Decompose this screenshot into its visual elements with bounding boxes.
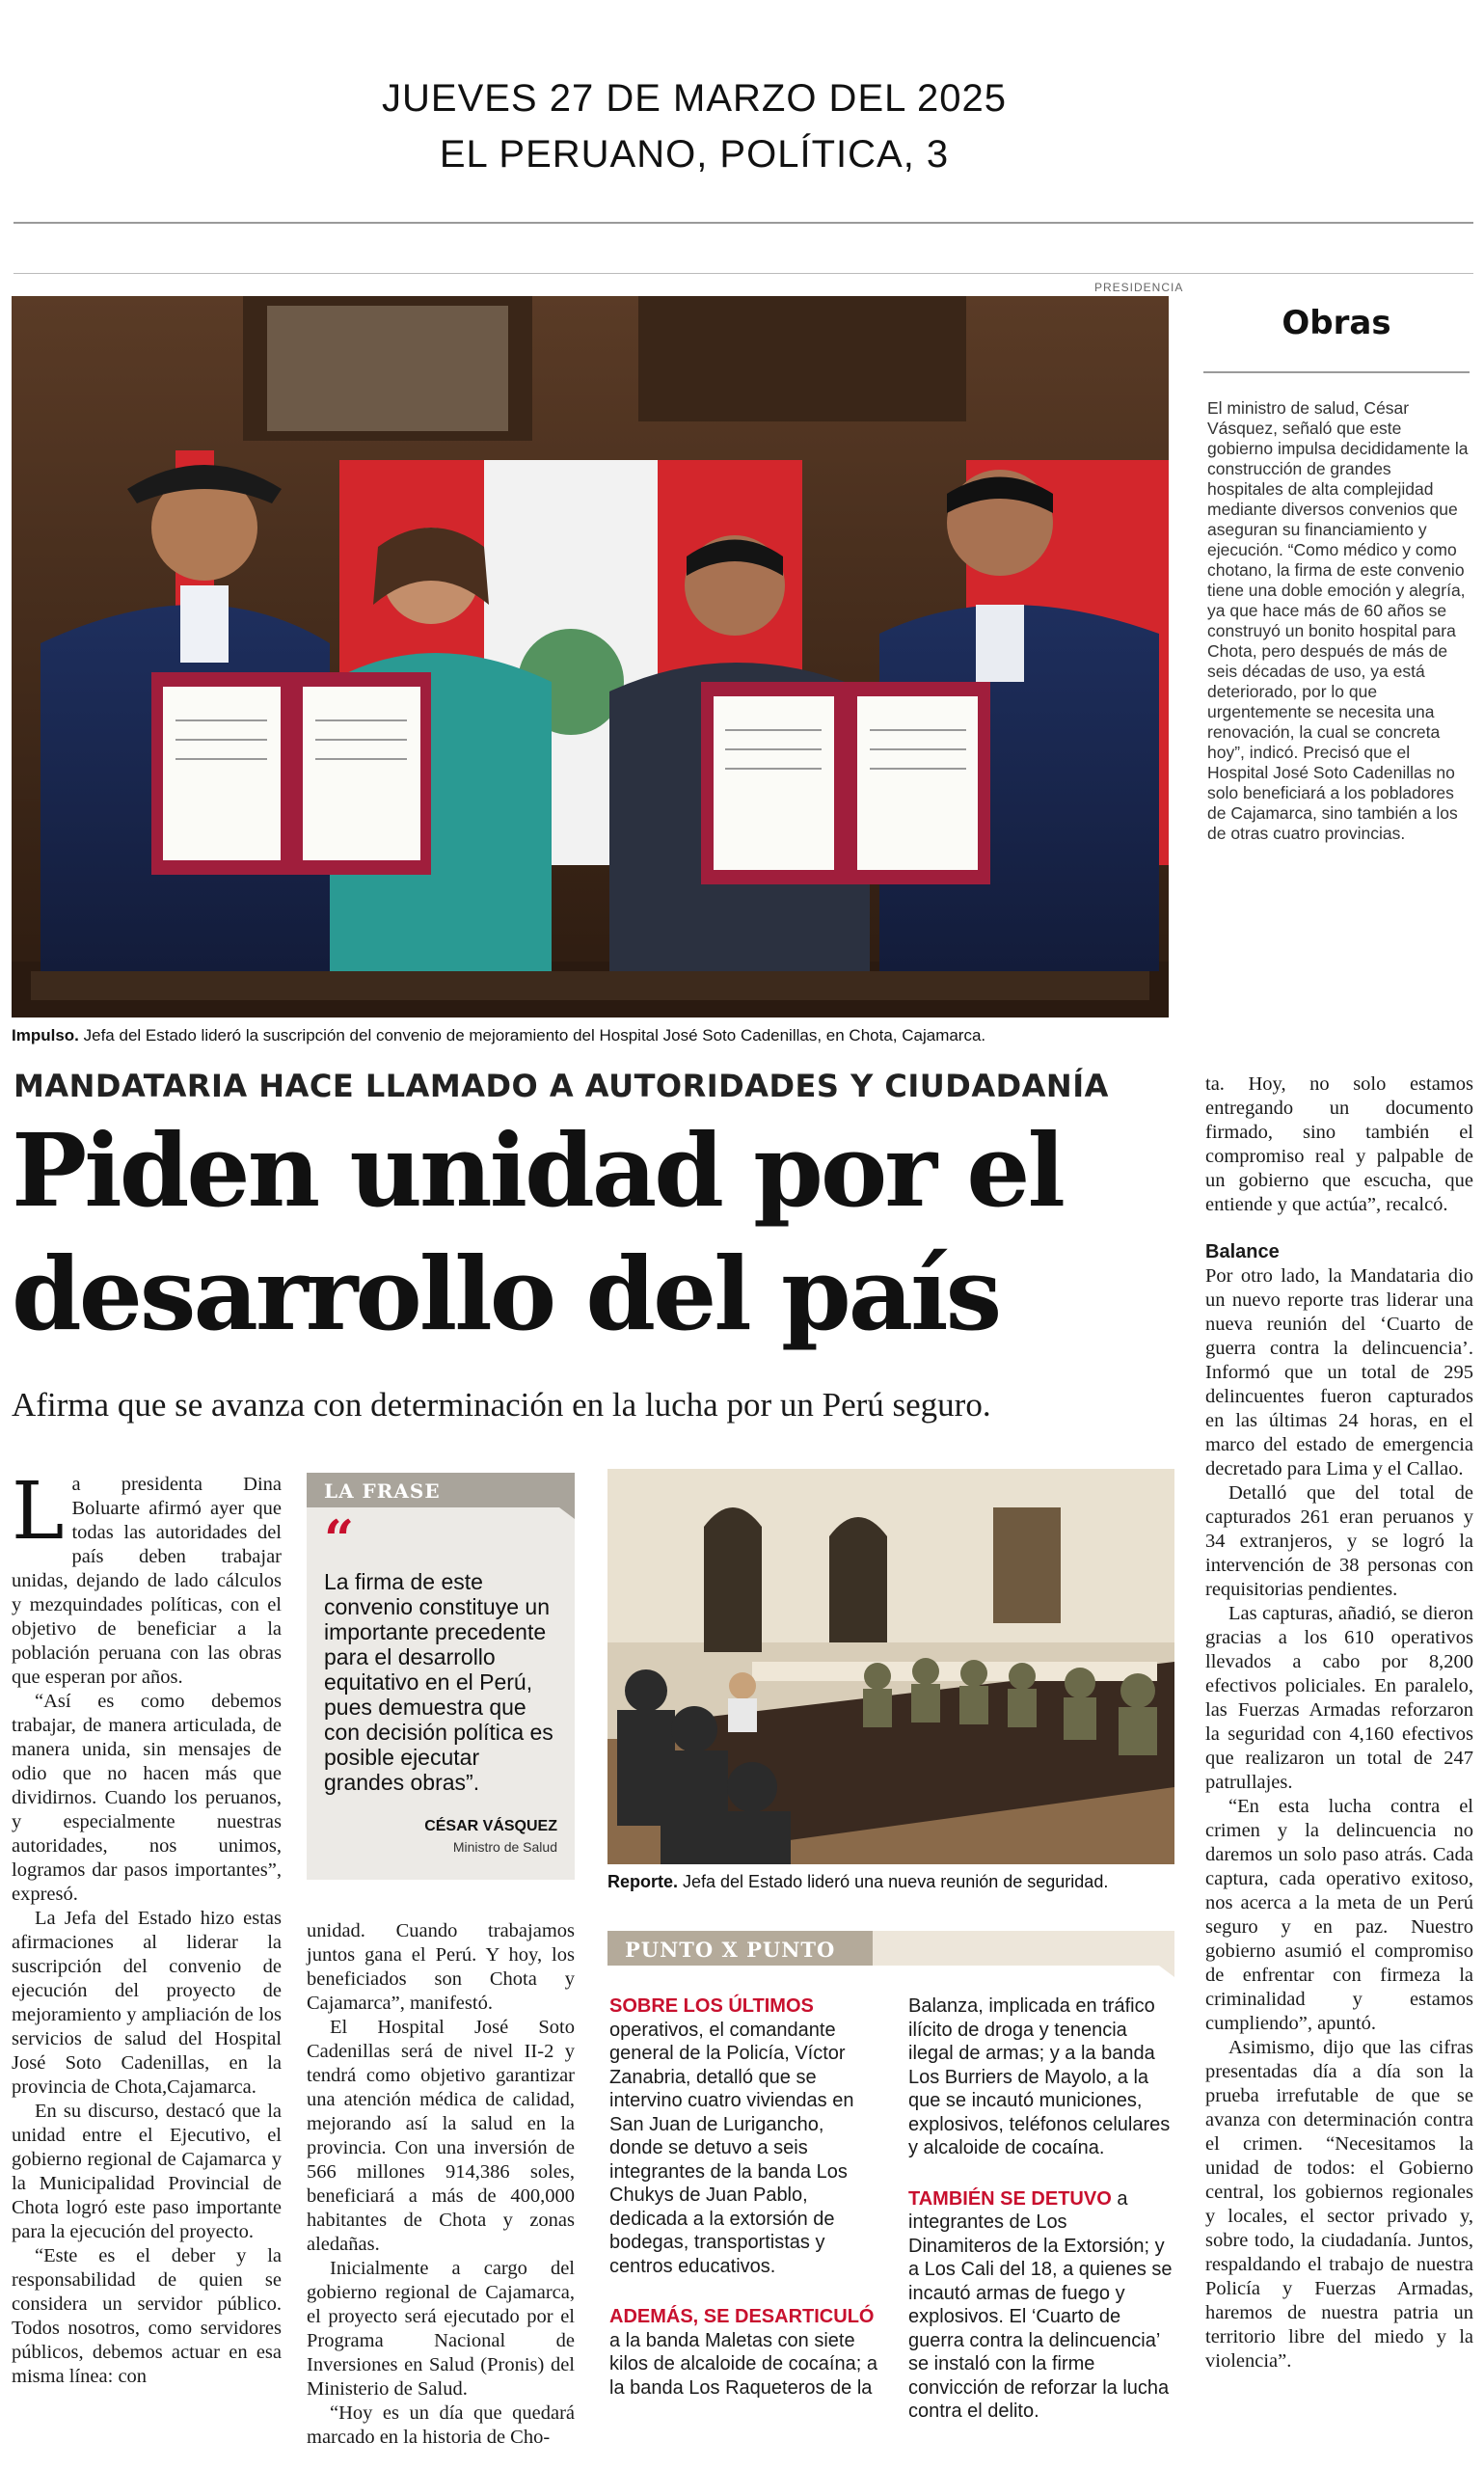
- quote-box-label: LA FRASE: [324, 1479, 441, 1503]
- col2-paragraph: Inicialmente a cargo del gobierno regional de Cajamarca, el proyecto será ejecutado por el Programa Nacional de Inversiones en Salud (Pronis) del Ministerio de Salud.: [307, 2258, 575, 2400]
- main-photo-caption: [12, 1026, 1178, 1045]
- article-column-1: [12, 1466, 282, 2389]
- headline-line-2: desarrollo del país: [12, 1234, 1000, 1353]
- col-right-paragraph: “En esta lucha contra el crimen y la delincuencia no daremos un solo paso atrás. Cada captura, cada operativo exitoso, nos acerca a la meta de un Perú seguro y en paz. Nuestro gobierno asumió el compromiso de enfrentar con firmeza la criminalidad y estamos cumpliendo”, apuntó.: [1205, 1796, 1473, 2034]
- punto-item-1-text: operativos, el comandante general de la Policía, Víctor Zanabria, detalló que se intervino cuatro viviendas en San Juan de Lurigancho, donde se detuvo a seis integrantes de la banda Los Chukys de Juan Pablo, dedicada a la extorsión de bodegas, transportistas y centros educativos.: [609, 2019, 854, 2277]
- sidebar-text: El ministro de salud, César Vásquez, señaló que este gobierno impulsa decididamente la construcción de grandes hospitales de alta complejidad mediante diversos convenios que aseguran su financiamiento y ejecución. “Como médico y como chotano, la firma de este convenio tiene una doble emoción y alegría, ya que hace más de 60 años se construyó un bonito hospital para Chota, pero después de más de seis décadas de uso, ya está deteriorado, por lo que urgentemente se necesita una renovación, la cual se concreta hoy”, indicó. Precisó que el Hospital José Soto Cadenillas no solo beneficiará a los pobladores de Cajamarca, sino también a los de otras cuatro provincias.: [1207, 398, 1469, 843]
- caption-label: Impulso.: [12, 1026, 79, 1045]
- punto-item-2-title: ADEMÁS, SE DESARTICULÓ: [609, 2306, 875, 2327]
- quote-author: CÉSAR VÁSQUEZ: [424, 1818, 557, 1834]
- col-right-paragraph: Las capturas, añadió, se dieron gracias a los 610 operativos llevados a cabo por 8,200 efectivos policiales. En paralelo, las Fuerzas Armadas reforzaron la seguridad con 4,160 efectivos que realizaron un total de 247 patrullajes.: [1205, 1603, 1473, 1793]
- punto-item-2-text: a la banda Maletas con siete kilos de alcaloide de cocaína; a la banda Los Raqueteros de la: [609, 2329, 877, 2399]
- punto-label: PUNTO X PUNTO: [625, 1938, 836, 1962]
- col1-paragraph: “Este es el deber y la responsabilidad de quien se considera un servidor público. Todos nosotros, como servidores públicos, debemos actuar en esa misma línea: con: [12, 2245, 282, 2387]
- col1-paragraph: En su discurso, destacó que la unidad entre el Ejecutivo, el gobierno regional de Cajamarca y la Municipalidad Provincial de Chota logró este paso importante para la ejecución del proyecto.: [12, 2101, 282, 2242]
- article-subheadline: Afirma que se avanza con determinación en la lucha por un Perú seguro.: [12, 1386, 991, 1424]
- article-kicker: MANDATARIA HACE LLAMADO A AUTORIDADES Y CIUDADANÍA: [13, 1068, 1109, 1104]
- col1-paragraph: La Jefa del Estado hizo estas afirmaciones al liderar la suscripción del convenio de ejecución del proyecto de mejoramiento y ampliación de los servicios de salud del Hospital José Soto Cadenillas, en la provincia de Chota,Cajamarca.: [12, 1908, 282, 2098]
- col2-paragraph: unidad. Cuando trabajamos juntos gana el Perú. Y hoy, los beneficiados son Chota y Cajamarca”, manifestó.: [307, 1920, 575, 2014]
- col2-paragraph: “Hoy es un día que quedará marcado en la historia de Cho-: [307, 2402, 575, 2448]
- col-right-paragraph: Asimismo, dijo que las cifras presentadas día a día son la prueba irrefutable de que se avanza con determinación contra el crimen. “Necesitamos la unidad de todos: el Gobierno central, los gobiernos regionales y locales, el sector privado y, sobre todo, la ciudadanía. Juntos, respaldando el trabajo de nuestra Policía y Fuerzas Armadas, haremos de nuestra patria un territorio libre del miedo y la violencia”.: [1205, 2037, 1473, 2372]
- punto-column-1: [609, 1994, 881, 2400]
- quote-author-role: Ministro de Salud: [452, 1839, 557, 1855]
- second-photo: [607, 1469, 1174, 1864]
- sidebar-title: Obras: [1282, 304, 1391, 342]
- security-meeting-image: [607, 1469, 1174, 1864]
- col1-paragraph: a presidenta Dina Boluarte afirmó ayer que todas las autoridades del país deben trabajar unidas, dejando de lado cálculos y mezquindades políticas, con el objetivo de beneficiar a la población peruana con las obras que esperan por años.: [12, 1474, 282, 1688]
- punto-x-punto-box: [607, 1931, 1174, 2469]
- balance-heading: Balance: [1205, 1241, 1280, 1262]
- headline-line-1: Piden unidad por el: [12, 1111, 1063, 1230]
- quote-box: [307, 1473, 575, 1880]
- article-column-right: [1205, 1072, 1473, 2374]
- col-right-paragraph: Detalló que del total de capturados 261 eran peruanos y 34 extranjeros, y se logró la intervención de 38 personas con requisitorias pendientes.: [1205, 1482, 1473, 1600]
- drop-cap: L: [12, 1466, 65, 1558]
- punto-column-2: [908, 1994, 1174, 2424]
- punto-item-1-title: SOBRE LOS ÚLTIMOS: [609, 1995, 814, 2017]
- article-column-2: [307, 1919, 575, 2450]
- quote-text: La firma de este convenio constituye un importante precedente para el desarrollo equitativo en el Perú, pues demuestra que con decisión política es posible ejecutar grandes obras”.: [324, 1569, 553, 1795]
- col2-paragraph: El Hospital José Soto Cadenillas será de nivel II-2 y tendrá como objetivo garantizar una atención médica de calidad, mejorando así la salud en la provincia. Con una inversión de 566 millones 914,386 soles, beneficiará a más de 400,000 habitantes de Chota y zonas aledañas.: [307, 2017, 575, 2255]
- col-right-intro: ta. Hoy, no solo estamos entregando un documento firmado, sino también el compromiso real y palpable de un gobierno que escucha, que entiende y que actúa”, recalcó.: [1205, 1073, 1473, 1215]
- article-headline: [12, 1109, 1063, 1356]
- punto-item-3-title: TAMBIÉN SE DETUVO: [908, 2187, 1112, 2210]
- caption-text: Jefa del Estado lideró la suscripción del convenio de mejoramiento del Hospital José Soto Cadenillas, en Chota, Cajamarca.: [78, 1026, 986, 1045]
- punto-item-3-text: a integrantes de Los Dinamiteros de la Extorsión; y a Los Cali del 18, a quienes se incautó armas de fuego y explosivos. El ‘Cuarto de guerra contra la delincuencia’ se instaló con la firme convicción de reforzar la lucha contra el delito.: [908, 2187, 1173, 2422]
- col1-paragraph: “Así es como debemos trabajar, de manera articulada, de manera unida, sin mensajes de odio que no hacen más que dividirnos. Cuando los peruanos, y especialmente nuestras autoridades, nos unimos, logramos dar pasos importantes”, expresó.: [12, 1691, 282, 1905]
- main-photo: [12, 296, 1169, 1017]
- section-line: EL PERUANO, POLÍTICA, 3: [439, 133, 950, 176]
- top-divider: [13, 273, 1473, 274]
- signing-ceremony-image: [12, 296, 1169, 1017]
- date-line: JUEVES 27 DE MARZO DEL 2025: [382, 77, 1007, 120]
- col-right-paragraph: Por otro lado, la Mandataria dio un nuevo reporte tras liderar una nueva reunión del ‘Cuarto de guerra contra la delincuencia’. Informó que un total de 295 delincuentes fueron capturados en las últimas 24 horas, en el marco del estado de emergencia decretado para Lima y el Callao.: [1205, 1265, 1473, 1479]
- header-divider: [13, 222, 1473, 224]
- punto-item-2-continued: Balanza, implicada en tráfico ilícito de droga y tenencia ilegal de armas; y a la banda Los Burriers de Mayolo, a la que se incautó municiones, explosivos, teléfonos celulares y alcaloide de cocaína.: [908, 1995, 1171, 2158]
- second-caption-text: Jefa del Estado lideró una nueva reunión de seguridad.: [678, 1872, 1109, 1891]
- quote-mark-icon: “: [324, 1508, 355, 1570]
- sidebar-divider: [1203, 371, 1470, 373]
- second-photo-caption: [607, 1872, 1176, 1892]
- second-caption-label: Reporte.: [607, 1872, 679, 1891]
- photo-credit: PRESIDENCIA: [1094, 281, 1184, 294]
